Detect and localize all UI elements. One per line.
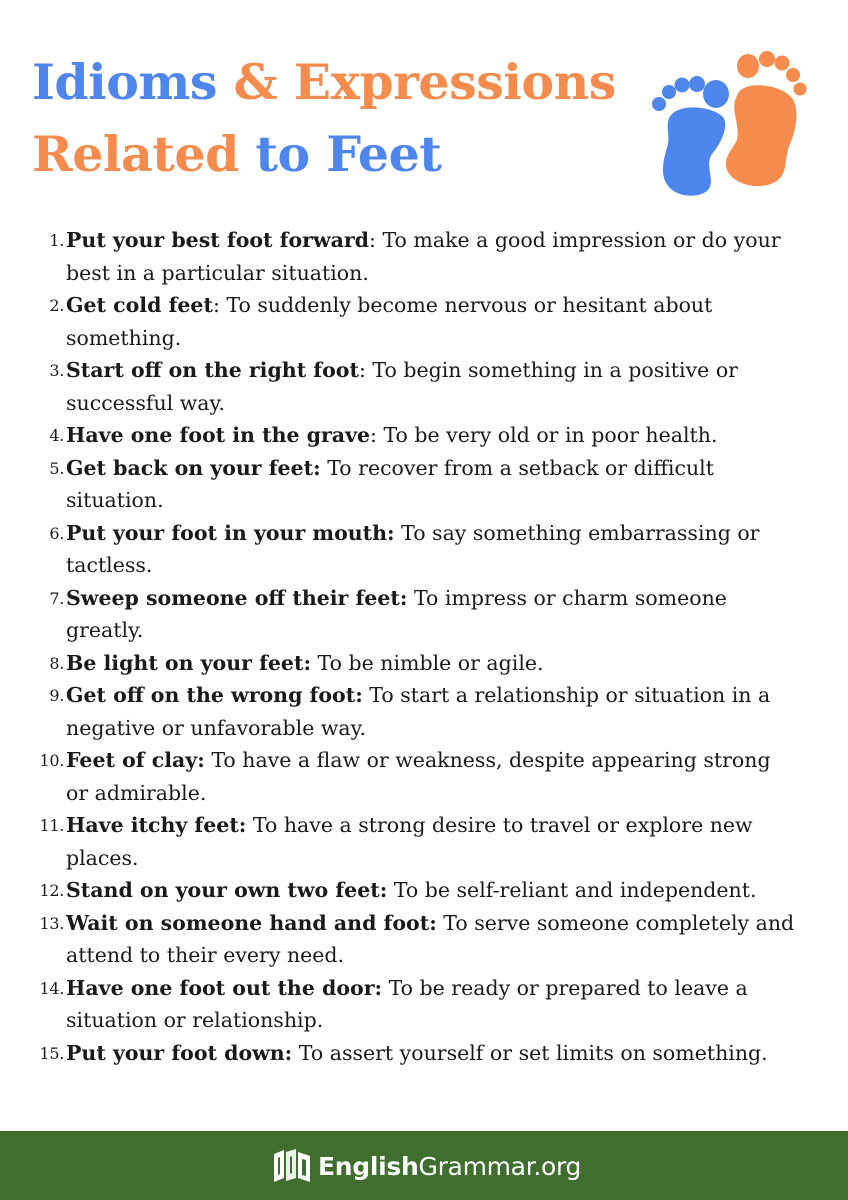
idiom-item bbox=[32, 452, 822, 517]
idiom-term: Start off on the right foot bbox=[66, 358, 359, 382]
idiom-definition: To impress or charm someone bbox=[407, 585, 727, 610]
idiom-number: 13. bbox=[39, 913, 64, 933]
idiom-term: Sweep someone off their feet: bbox=[66, 585, 408, 610]
idiom-separator: : bbox=[358, 358, 366, 382]
idiom-item bbox=[32, 647, 822, 680]
idiom-term: Be light on your feet: bbox=[66, 650, 312, 675]
idiom-definition: To make a good impression or do your bbox=[375, 228, 781, 252]
idiom-item bbox=[32, 874, 822, 907]
idiom-item bbox=[32, 517, 822, 582]
idiom-number: 11. bbox=[39, 816, 64, 835]
idiom-term: Get off on the wrong foot: bbox=[66, 683, 363, 707]
title-word-to-feet: to Feet bbox=[255, 125, 442, 183]
idiom-number: 9. bbox=[49, 686, 64, 705]
idiom-number: 8. bbox=[49, 653, 64, 673]
idiom-item bbox=[32, 907, 822, 972]
brand-logo bbox=[270, 1148, 581, 1184]
idiom-number: 5. bbox=[49, 458, 64, 478]
idiom-definition-continued: places. bbox=[66, 845, 139, 870]
idiom-definition: To be ready or prepared to leave a bbox=[382, 975, 748, 1000]
idiom-definition: To suddenly become nervous or hesitant about bbox=[219, 293, 713, 317]
idiom-number: 1. bbox=[49, 231, 64, 250]
idiom-definition: To be nimble or agile. bbox=[311, 650, 544, 675]
idiom-item bbox=[32, 289, 822, 354]
idiom-definition-continued: tactless. bbox=[66, 553, 153, 577]
blue-footprint-icon bbox=[652, 76, 729, 196]
idiom-definition-continued: successful way. bbox=[66, 390, 225, 415]
idiom-term: Feet of clay: bbox=[66, 748, 205, 772]
idiom-separator: : bbox=[212, 293, 220, 317]
brand-name bbox=[318, 1152, 581, 1181]
idiom-number: 3. bbox=[49, 361, 64, 380]
idiom-item bbox=[32, 1037, 822, 1070]
brand-name-regular: Grammar.org bbox=[418, 1151, 582, 1181]
title-ampersand: & bbox=[233, 53, 278, 111]
idiom-item bbox=[32, 809, 822, 874]
idiom-definition-continued: something. bbox=[66, 325, 182, 350]
idiom-number: 7. bbox=[49, 588, 64, 608]
idiom-number: 15. bbox=[39, 1043, 64, 1063]
idiom-item bbox=[32, 354, 822, 419]
idiom-definition-continued: situation. bbox=[66, 488, 164, 512]
idiom-term: Have itchy feet: bbox=[66, 813, 247, 837]
idiom-definition-continued: or admirable. bbox=[66, 780, 207, 805]
idiom-item bbox=[32, 419, 822, 452]
idiom-definition: To begin something in a positive or bbox=[365, 358, 738, 382]
idiom-item bbox=[32, 224, 822, 289]
idiom-number: 10. bbox=[39, 751, 64, 770]
idiom-definition-continued: greatly. bbox=[66, 618, 144, 642]
idiom-number: 4. bbox=[49, 426, 64, 445]
idiom-term: Get back on your feet: bbox=[66, 455, 321, 480]
idiom-term: Put your best foot forward bbox=[66, 228, 370, 252]
idiom-definition-continued: attend to their every need. bbox=[66, 943, 345, 967]
idiom-number: 2. bbox=[49, 296, 64, 315]
book-logo-icon bbox=[270, 1148, 314, 1184]
idiom-separator: : bbox=[370, 423, 377, 447]
idiom-definition-continued: best in a particular situation. bbox=[66, 260, 369, 285]
idiom-list bbox=[32, 224, 822, 1069]
idiom-definition-continued: negative or unfavorable way. bbox=[66, 715, 366, 740]
idiom-term: Stand on your own two feet: bbox=[66, 878, 388, 902]
idiom-definition: To serve someone completely and bbox=[436, 910, 795, 935]
idiom-definition: To have a strong desire to travel or explore new bbox=[246, 813, 753, 837]
idiom-term: Get cold feet bbox=[66, 293, 213, 317]
idiom-term: Have one foot out the door: bbox=[66, 975, 383, 1000]
idiom-separator: : bbox=[369, 228, 376, 252]
idiom-definition: To say something embarrassing or bbox=[394, 520, 760, 545]
idiom-definition: To start a relationship or situation in a bbox=[362, 683, 771, 707]
orange-footprint-icon bbox=[726, 51, 807, 186]
brand-name-bold: English bbox=[318, 1151, 419, 1181]
page-title bbox=[32, 46, 616, 190]
idiom-item bbox=[32, 972, 822, 1037]
idiom-item bbox=[32, 744, 822, 809]
footer-bar bbox=[0, 1131, 848, 1200]
idiom-term: Put your foot in your mouth: bbox=[66, 520, 395, 545]
idiom-definition: To recover from a setback or difficult bbox=[320, 455, 714, 480]
idiom-number: 12. bbox=[39, 881, 64, 900]
idiom-definition-continued: situation or relationship. bbox=[66, 1008, 324, 1032]
idiom-definition: To be self-reliant and independent. bbox=[387, 878, 757, 902]
idiom-item bbox=[32, 679, 822, 744]
title-word-expressions: Expressions bbox=[293, 53, 616, 111]
title-word-related: Related bbox=[32, 125, 239, 183]
idiom-term: Wait on someone hand and foot: bbox=[66, 910, 437, 935]
footprints-icon bbox=[650, 48, 810, 198]
idiom-definition: To be very old or in poor health. bbox=[376, 423, 718, 447]
idiom-number: 6. bbox=[49, 523, 64, 543]
idiom-item bbox=[32, 582, 822, 647]
title-word-idioms: Idioms bbox=[32, 53, 217, 111]
idiom-definition: To assert yourself or set limits on something. bbox=[292, 1040, 768, 1065]
idiom-number: 14. bbox=[39, 978, 64, 998]
idiom-term: Put your foot down: bbox=[66, 1040, 293, 1065]
idiom-term: Have one foot in the grave bbox=[66, 423, 371, 447]
idiom-definition: To have a flaw or weakness, despite appearing strong bbox=[204, 748, 771, 772]
